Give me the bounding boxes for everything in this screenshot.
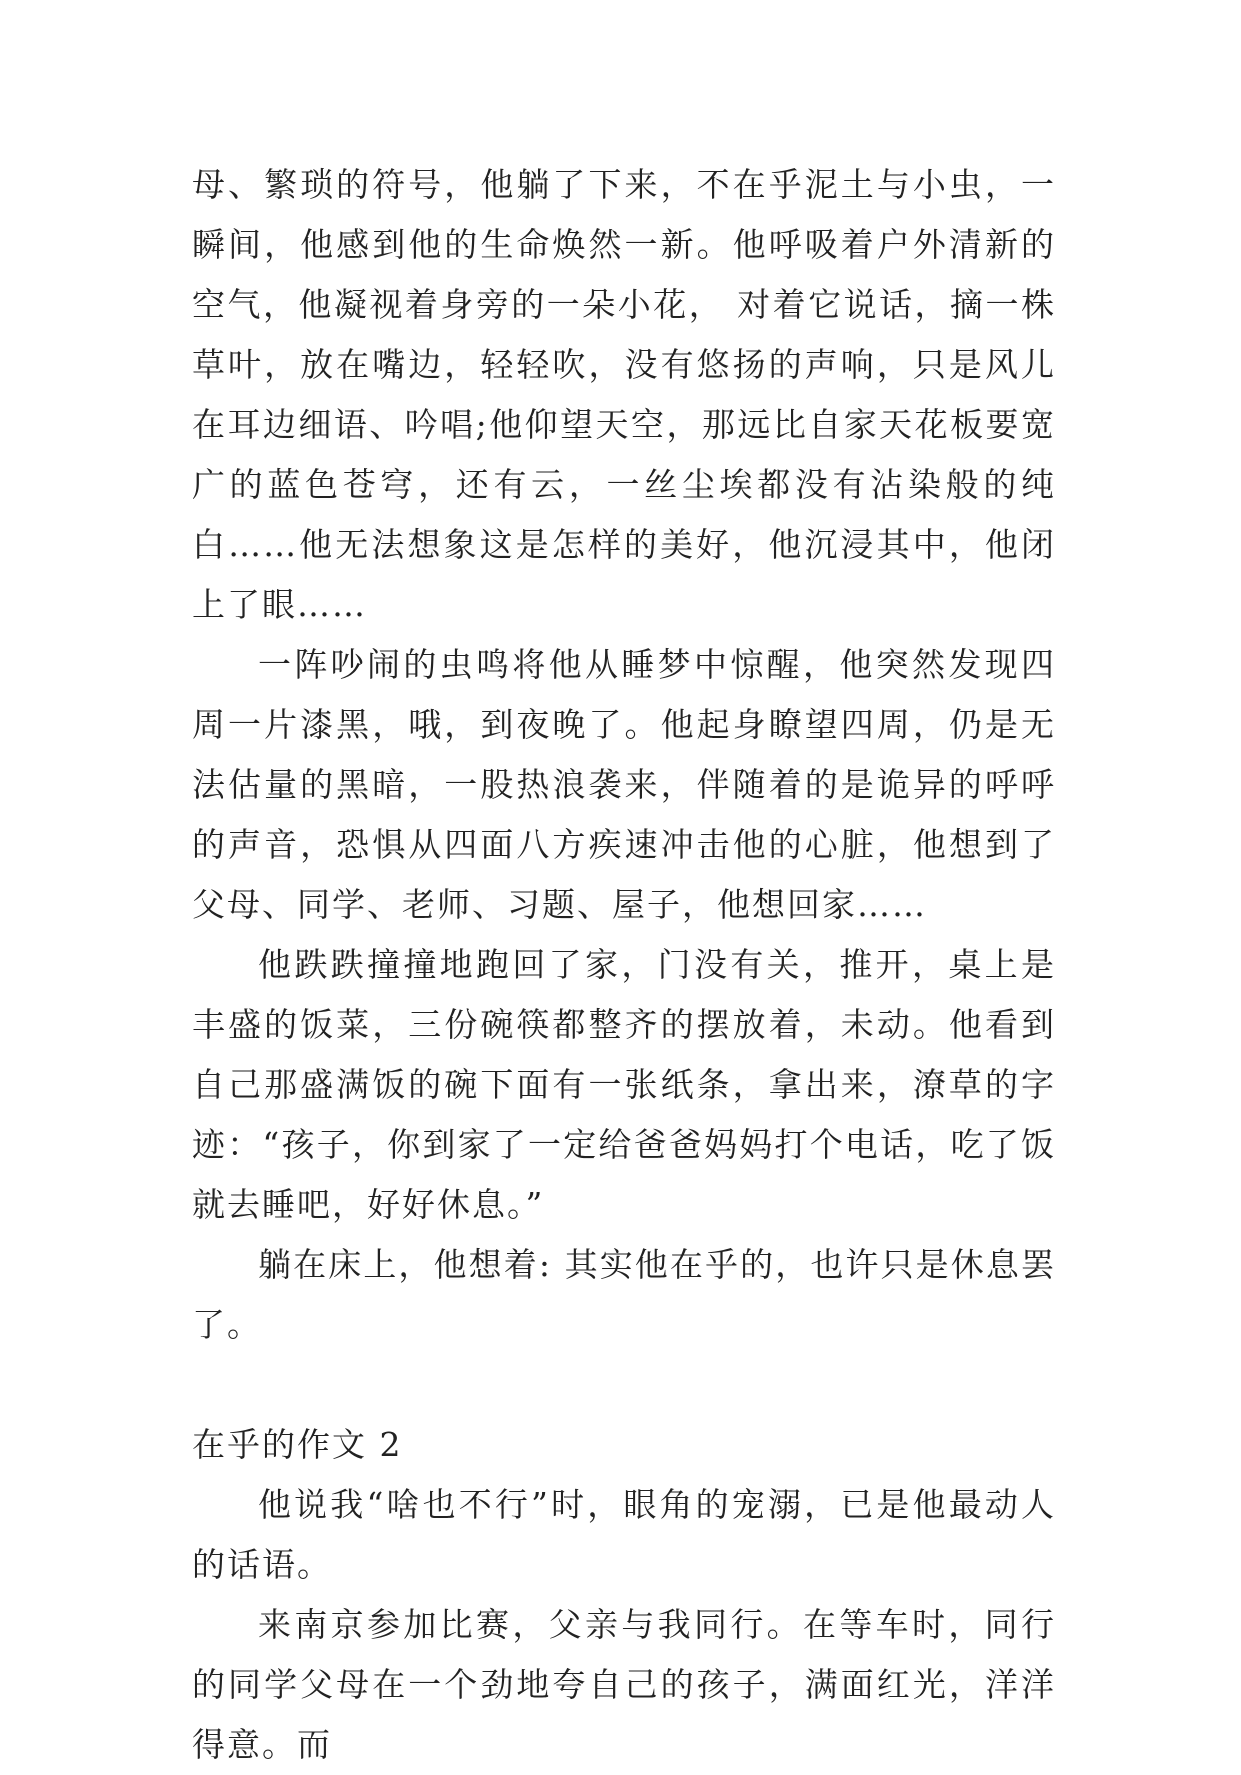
- paragraph-4: 躺在床上，他想着: 其实他在乎的，也许只是休息罢了。: [192, 1245, 1056, 1344]
- paragraph-5: 他说我“啥也不行”时，眼角的宠溺，已是他最动人的话语。: [192, 1485, 1056, 1584]
- paragraph-3: 他跌跌撞撞地跑回了家，门没有关，推开，桌上是丰盛的饭菜，三份碗筷都整齐的摆放着，未动。他看到自己那盛满饭的碗下面有一张纸条，拿出来，潦草的字迹：“孩子，你到家了一定给爸爸妈妈打个电话，吃了饭就去睡吧，好好休息。”: [192, 945, 1056, 1224]
- paragraph-6: 来南京参加比赛，父亲与我同行。在等车时，同行的同学父母在一个劲地夸自己的孩子，满面红光，洋洋得意。而: [192, 1605, 1056, 1764]
- paragraph-2: 一阵吵闹的虫鸣将他从睡梦中惊醒，他突然发现四周一片漆黑，哦，到夜晚了。他起身瞭望四周，仍是无法估量的黑暗，一股热浪袭来，伴随着的是诡异的呼呼的声音，恐惧从四面八方疾速冲击他的心脏，他想到了父母、同学、老师、习题、屋子，他想回家……: [192, 645, 1056, 924]
- document-page: [192, 155, 1056, 1775]
- paragraph-1: 母、繁琐的符号，他躺了下来，不在乎泥土与小虫，一瞬间，他感到他的生命焕然一新。他呼吸着户外清新的空气，他凝视着身旁的一朵小花， 对着它说话，摘一株草叶，放在嘴边，轻轻吹，没有悠扬的声响，只是风儿在耳边细语、吟唱;他仰望天空，那远比自家天花板要宽广的蓝色苍穹，还有云，一丝尘埃都没有沾染般的纯白……他无法想象这是怎样的美好，他沉浸其中，他闭上了眼……: [192, 165, 1056, 624]
- section-heading: 在乎的作文 2: [192, 1425, 403, 1464]
